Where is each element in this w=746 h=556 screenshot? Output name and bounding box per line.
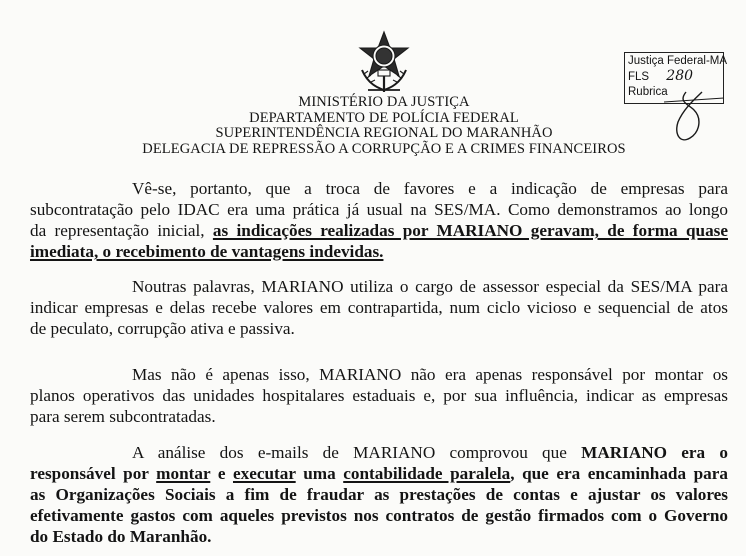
paragraph-4-line-5: do Estado do Maranhão. bbox=[30, 527, 212, 546]
paragraph-3-line-2: planos operativos das unidades hospitalares estaduais e, por sua influência, indicar as empresas bbox=[30, 386, 728, 405]
p4-l2-executar: executar bbox=[232, 464, 296, 483]
paragraph-4-line-3: as Organizações Sociais a fim de fraudar as prestações de contas e ajustar os valores bbox=[30, 485, 728, 504]
paragraph-3 bbox=[30, 364, 728, 427]
paragraph-3-line-3: para serem subcontratadas. bbox=[30, 407, 216, 426]
p4-l2-g: , que era encaminhada para bbox=[510, 464, 728, 483]
stamp-fls-value: 280 bbox=[666, 68, 694, 84]
p4-l2-contabilidade: contabilidade paralela bbox=[343, 464, 511, 483]
paragraph-4-line-2 bbox=[30, 463, 728, 484]
paragraph-1-line-2: subcontratação pelo IDAC era uma prática já usual na SES/MA. Como demonstramos ao longo bbox=[30, 200, 728, 219]
ministry-name: MINISTÉRIO DA JUSTIÇA bbox=[298, 94, 470, 110]
stamp-rubrica-label: Rubrica bbox=[628, 86, 668, 98]
p4-l2-e: uma bbox=[295, 464, 344, 483]
stamp-court: Justiça Federal-MA bbox=[628, 55, 728, 67]
stamp-fls-row bbox=[628, 69, 720, 85]
paragraph-1-line-3-text: da representação inicial, bbox=[30, 221, 213, 240]
paragraph-1-line-1: Vê-se, portanto, que a troca de favores e a indicação de empresas para bbox=[132, 179, 728, 198]
paragraph-4-line-1-end: era o bbox=[667, 443, 728, 462]
paragraph-2-line-2: indicar empresas e delas recebe valores em contrapartida, num ciclo vicioso e sequencial de atos bbox=[30, 298, 728, 317]
paragraph-4-subject: MARIANO bbox=[581, 443, 668, 462]
court-stamp bbox=[624, 52, 728, 146]
paragraph-2-line-1: Noutras palavras, MARIANO utiliza o cargo de assessor especial da SES/MA para bbox=[132, 277, 728, 296]
paragraph-4-line-4: efetivamente gastos com aqueles previstos nos contratos de gestão firmados com o Governo bbox=[30, 506, 728, 525]
coat-of-arms-icon bbox=[354, 30, 414, 94]
paragraph-4-line-1 bbox=[30, 442, 728, 463]
p4-l2-montar: montar bbox=[156, 464, 211, 483]
paragraph-1 bbox=[30, 178, 728, 262]
paragraph-1-emphasis-end: imediata, o recebimento de vantagens indevidas. bbox=[30, 242, 384, 261]
p4-l2-a: responsável por bbox=[30, 464, 157, 483]
paragraph-1-line-4 bbox=[30, 241, 728, 262]
paragraph-2 bbox=[30, 276, 728, 339]
office-name: DELEGACIA DE REPRESSÃO A CORRUPÇÃO E A CRIMES FINANCEIROS bbox=[142, 140, 626, 157]
paragraph-4 bbox=[30, 442, 728, 547]
department-name: DEPARTAMENTO DE POLÍCIA FEDERAL bbox=[249, 109, 519, 126]
paragraph-1-emphasis: as indicações realizadas por MARIANO geravam, de forma quase bbox=[212, 221, 728, 240]
superintendency-name: SUPERINTENDÊNCIA REGIONAL DO MARANHÃO bbox=[215, 125, 553, 141]
p4-l2-c: e bbox=[210, 464, 233, 483]
stamp-fls-label: FLS bbox=[628, 71, 650, 83]
paragraph-1-line-3 bbox=[30, 220, 728, 241]
paragraph-4-line-1-text: A análise dos e-mails de MARIANO comprovou que bbox=[132, 443, 582, 462]
stamp-box bbox=[624, 52, 728, 104]
paragraph-2-line-3: de peculato, corrupção ativa e passiva. bbox=[30, 319, 295, 338]
paragraph-3-line-1: Mas não é apenas isso, MARIANO não era apenas responsável por montar os bbox=[132, 365, 728, 384]
document-header bbox=[120, 95, 648, 157]
